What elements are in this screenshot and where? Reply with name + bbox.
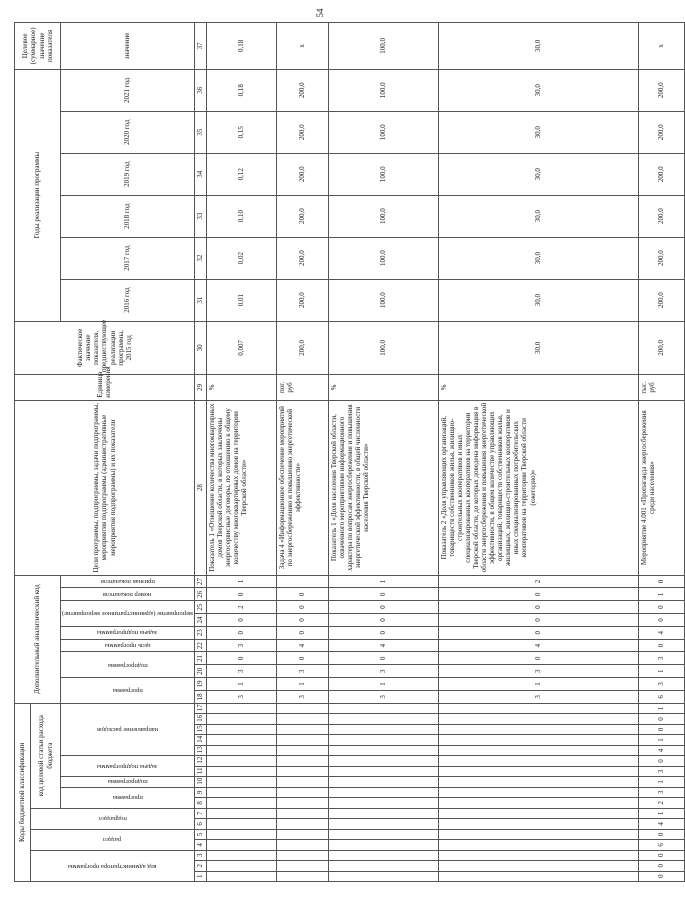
code-digit <box>276 850 328 860</box>
code-digit: 0 <box>206 626 276 639</box>
year-value: 200,0 <box>638 279 684 321</box>
year-value: 200,0 <box>638 111 684 153</box>
year-value: 200,0 <box>638 69 684 111</box>
code-digit: 0 <box>638 861 684 871</box>
table-row <box>276 23 328 882</box>
year-value: 200,0 <box>638 237 684 279</box>
year-value: 30,0 <box>438 237 638 279</box>
indicator-description: Показатель 2 «Доля управляющих организаций, товариществ собственников жилья, жилищно-строительных кооперативов и иных специализированных кооперативов на территории Тверской области, до которых доведена информация в области энергосбережения и повышения энергетической эффективности, в общем количестве управляющих организаций, товариществ собственников жилья, жилищных, жилищно-строительных кооперативов и иных специализированных потребительских кооперативов на территории Тверской области (ежегодно)» <box>438 400 638 575</box>
code-digit: 2 <box>638 798 684 808</box>
column-number: 8 <box>194 798 206 808</box>
table-row <box>438 23 638 882</box>
code-digit: 4 <box>638 819 684 829</box>
code-digit <box>438 819 638 829</box>
code-digit <box>206 735 276 745</box>
code-digit: 0 <box>638 850 684 860</box>
code-digit <box>206 714 276 724</box>
code-digit: 0 <box>638 575 684 588</box>
code-digit <box>276 808 328 818</box>
code-digit: 3 <box>328 665 438 678</box>
code-digit <box>206 766 276 776</box>
code-digit: 1 <box>328 575 438 588</box>
year-value: 0,18 <box>206 69 276 111</box>
code-digit: 3 <box>638 787 684 797</box>
year-value: 30,0 <box>438 69 638 111</box>
column-number: 19 <box>194 678 206 691</box>
task-header: задача подпрограммы <box>61 756 195 777</box>
column-number: 2 <box>194 861 206 871</box>
code-digit: 1 <box>638 665 684 678</box>
code-digit <box>276 840 328 850</box>
year-value: 200,0 <box>638 195 684 237</box>
column-number: 14 <box>194 735 206 745</box>
table-row <box>206 23 276 882</box>
code-digit: 4 <box>438 639 638 652</box>
code-digit: 1 <box>638 588 684 601</box>
table-row <box>638 23 684 882</box>
code-digit <box>276 724 328 734</box>
code-digit <box>276 735 328 745</box>
year-value: 200,0 <box>276 237 328 279</box>
column-number: 31 <box>194 279 206 321</box>
column-number: 26 <box>194 588 206 601</box>
column-number: 7 <box>194 808 206 818</box>
code-digit: 0 <box>276 614 328 627</box>
code-digit: 0 <box>638 714 684 724</box>
column-number: 28 <box>194 400 206 575</box>
indicator-description: Мероприятие 4.001 «Пропаганда энергосбережения среди населения» <box>638 400 684 575</box>
value-column-header: значение <box>61 23 195 70</box>
code-digit: 3 <box>276 665 328 678</box>
target-value: 100,0 <box>328 23 438 70</box>
years-header: Годы реализации программы <box>15 69 61 321</box>
code-digit <box>206 798 276 808</box>
code-digit <box>328 871 438 881</box>
table-body <box>206 23 684 882</box>
code-digit <box>276 798 328 808</box>
analytic-indicator-number-header: номер показателя <box>61 588 195 601</box>
year-value: 100,0 <box>328 153 438 195</box>
unit-cell: % <box>206 375 276 401</box>
code-digit: 1 <box>638 808 684 818</box>
column-number: 21 <box>194 652 206 665</box>
section-header: раздел <box>31 829 195 850</box>
code-digit: 0 <box>276 652 328 665</box>
code-digit: 0 <box>328 652 438 665</box>
year-value: 200,0 <box>276 195 328 237</box>
target-value: 0,18 <box>206 23 276 70</box>
analytic-indicator-sign-header: признак показателя <box>61 575 195 588</box>
analytic-program-header: программа <box>61 678 195 704</box>
year-2017-header: 2017 год <box>61 237 195 279</box>
year-value: 30,0 <box>438 279 638 321</box>
code-digit <box>438 745 638 755</box>
code-digit <box>328 766 438 776</box>
code-digit: 3 <box>638 678 684 691</box>
code-digit <box>328 840 438 850</box>
code-digit: 0 <box>638 724 684 734</box>
code-digit <box>206 808 276 818</box>
code-digit: 2 <box>206 601 276 614</box>
column-number: 18 <box>194 690 206 703</box>
code-digit: 3 <box>206 665 276 678</box>
indicator-description: Показатель 1 «Отношение количества многоквартирных домов Тверской области, в которых заключены энергосервисные договоры, по отношению к общему количеству многоквартирных домов на территории Тверской области» <box>206 400 276 575</box>
column-number: 30 <box>194 321 206 375</box>
admin-code-header: код администратора программы <box>31 850 195 881</box>
subsection-header: подраздел <box>31 808 195 829</box>
code-digit <box>328 724 438 734</box>
year-value: 30,0 <box>438 153 638 195</box>
analytic-event-header: мероприятие (административное мероприятие) <box>61 601 195 627</box>
analytic-subprogram-header: подпрограмма <box>61 652 195 678</box>
analytic-task-header: задача подпрограммы <box>61 626 195 639</box>
code-digit <box>328 829 438 839</box>
code-digit: 3 <box>438 665 638 678</box>
year-value: 30,0 <box>438 111 638 153</box>
code-digit <box>276 703 328 714</box>
code-digit <box>206 724 276 734</box>
column-number: 25 <box>194 601 206 614</box>
unit-cell: % <box>438 375 638 401</box>
code-digit <box>276 777 328 787</box>
fact-value: 0,007 <box>206 321 276 375</box>
fact-column-header: Фактическое значение показателя, предшествующее реализации программы, 2015 год <box>15 321 195 375</box>
code-digit <box>276 714 328 724</box>
code-digit <box>438 777 638 787</box>
code-digit <box>276 871 328 881</box>
column-number: 34 <box>194 153 206 195</box>
code-digit: 0 <box>206 588 276 601</box>
code-digit: 0 <box>276 626 328 639</box>
unit-cell: пог. руб <box>276 375 328 401</box>
code-digit <box>328 714 438 724</box>
code-digit: 1 <box>206 575 276 588</box>
code-digit <box>206 756 276 766</box>
code-digit: 6 <box>638 690 684 703</box>
column-number: 17 <box>194 703 206 714</box>
column-number: 32 <box>194 237 206 279</box>
code-digit <box>328 745 438 755</box>
code-digit: 0 <box>438 652 638 665</box>
code-digit: 0 <box>206 652 276 665</box>
code-digit <box>438 840 638 850</box>
code-digit <box>276 861 328 871</box>
code-digit: 4 <box>276 639 328 652</box>
year-value: 200,0 <box>276 153 328 195</box>
code-digit <box>206 850 276 860</box>
code-digit <box>276 819 328 829</box>
code-digit: 6 <box>638 840 684 850</box>
code-digit <box>206 745 276 755</box>
column-number: 20 <box>194 665 206 678</box>
code-digit: 0 <box>438 601 638 614</box>
code-digit: 3 <box>328 690 438 703</box>
program-header: программа <box>61 787 195 808</box>
program-indicators-table <box>14 22 685 882</box>
year-value: 200,0 <box>276 111 328 153</box>
code-digit: 4 <box>328 639 438 652</box>
code-digit: 0 <box>328 588 438 601</box>
code-digit <box>328 861 438 871</box>
fact-value: 30,0 <box>438 321 638 375</box>
code-digit: 0 <box>438 614 638 627</box>
year-value: 100,0 <box>328 69 438 111</box>
expense-direction-header: направление расходов <box>61 703 195 755</box>
target-value: 30,0 <box>438 23 638 70</box>
code-digit: 3 <box>638 766 684 776</box>
year-value: 200,0 <box>276 69 328 111</box>
year-value: 0,01 <box>206 279 276 321</box>
code-digit <box>438 766 638 776</box>
code-digit: 1 <box>438 678 638 691</box>
unit-cell: тыс. руб <box>638 375 684 401</box>
code-digit: 1 <box>328 678 438 691</box>
code-digit: 0 <box>276 588 328 601</box>
year-2021-header: 2021 год <box>61 69 195 111</box>
year-value: 100,0 <box>328 111 438 153</box>
code-digit <box>438 735 638 745</box>
code-digit: 0 <box>328 626 438 639</box>
code-digit <box>328 850 438 860</box>
code-digit: 0 <box>206 614 276 627</box>
table-row <box>328 23 438 882</box>
column-number: 35 <box>194 111 206 153</box>
landscape-sheet <box>14 22 666 882</box>
code-digit <box>328 798 438 808</box>
code-digit <box>206 819 276 829</box>
code-digit <box>438 861 638 871</box>
column-number: 5 <box>194 829 206 839</box>
budget-class-header: Коды бюджетной классификации <box>15 703 31 881</box>
column-number: 4 <box>194 840 206 850</box>
year-value: 100,0 <box>328 279 438 321</box>
code-digit: 0 <box>638 601 684 614</box>
code-digit: 1 <box>638 703 684 714</box>
code-digit: 3 <box>276 690 328 703</box>
code-digit: 0 <box>638 829 684 839</box>
code-digit <box>206 829 276 839</box>
code-digit <box>438 703 638 714</box>
code-digit <box>438 871 638 881</box>
column-number: 12 <box>194 756 206 766</box>
target-value: x <box>276 23 328 70</box>
column-number: 13 <box>194 745 206 755</box>
code-digit: 3 <box>206 690 276 703</box>
code-digit <box>328 777 438 787</box>
fact-value: 200,0 <box>276 321 328 375</box>
column-number: 33 <box>194 195 206 237</box>
fact-value: 200,0 <box>638 321 684 375</box>
code-digit <box>206 703 276 714</box>
year-value: 30,0 <box>438 195 638 237</box>
page-number: 54 <box>315 8 325 18</box>
year-value: 200,0 <box>276 279 328 321</box>
code-digit: 0 <box>638 639 684 652</box>
code-digit <box>438 798 638 808</box>
code-digit <box>276 766 328 776</box>
code-digit <box>438 808 638 818</box>
code-digit: 0 <box>328 614 438 627</box>
unit-column-header: Единица измерения <box>15 375 195 401</box>
column-number: 3 <box>194 850 206 860</box>
code-digit: 0 <box>276 601 328 614</box>
code-digit: 3 <box>638 652 684 665</box>
column-numbers-row <box>194 23 206 882</box>
subprogram-header: подпрограмма <box>61 777 195 787</box>
code-digit <box>328 808 438 818</box>
code-digit <box>328 756 438 766</box>
code-digit: 4 <box>638 745 684 755</box>
code-digit <box>438 724 638 734</box>
code-digit <box>328 819 438 829</box>
column-number: 15 <box>194 724 206 734</box>
target-value: x <box>638 23 684 70</box>
code-digit <box>438 756 638 766</box>
column-number: 11 <box>194 766 206 776</box>
code-digit: 0 <box>328 601 438 614</box>
code-digit: 1 <box>638 777 684 787</box>
target-column-header: Целевое (суммарное) значение показателя <box>15 23 61 70</box>
code-digit <box>438 714 638 724</box>
code-digit: 0 <box>438 626 638 639</box>
analytic-code-header: Дополнительный аналитический код <box>15 575 61 703</box>
year-value: 100,0 <box>328 195 438 237</box>
code-digit <box>328 703 438 714</box>
column-number: 22 <box>194 639 206 652</box>
year-value: 100,0 <box>328 237 438 279</box>
year-2019-header: 2019 год <box>61 153 195 195</box>
column-number: 9 <box>194 787 206 797</box>
column-number: 27 <box>194 575 206 588</box>
column-number: 36 <box>194 69 206 111</box>
code-digit <box>438 787 638 797</box>
code-digit <box>276 787 328 797</box>
code-digit <box>276 829 328 839</box>
year-value: 0,12 <box>206 153 276 195</box>
indicator-description: Задача 4 «Информационное обеспечение мероприятий по энергосбережению и повышению энергетической эффективности» <box>276 400 328 575</box>
code-digit: 0 <box>638 614 684 627</box>
code-digit <box>276 756 328 766</box>
year-2016-header: 2016 год <box>61 279 195 321</box>
code-digit: 2 <box>438 575 638 588</box>
code-digit: 3 <box>206 639 276 652</box>
analytic-goal-header: цель программы <box>61 639 195 652</box>
year-2020-header: 2020 год <box>61 111 195 153</box>
column-number: 6 <box>194 819 206 829</box>
year-value: 0,15 <box>206 111 276 153</box>
column-number: 29 <box>194 375 206 401</box>
code-digit: 0 <box>638 871 684 881</box>
year-value: 0,10 <box>206 195 276 237</box>
code-digit: 1 <box>276 678 328 691</box>
column-number: 1 <box>194 871 206 881</box>
column-number: 24 <box>194 614 206 627</box>
year-value: 200,0 <box>638 153 684 195</box>
code-digit <box>206 840 276 850</box>
code-digit <box>328 787 438 797</box>
code-digit <box>328 735 438 745</box>
year-value: 0,02 <box>206 237 276 279</box>
code-digit <box>276 575 328 588</box>
code-digit: 0 <box>638 756 684 766</box>
column-number: 37 <box>194 23 206 70</box>
target-code-header: код целевой статьи расхода бюджета <box>31 703 61 808</box>
column-number: 23 <box>194 626 206 639</box>
code-digit <box>438 850 638 860</box>
year-2018-header: 2018 год <box>61 195 195 237</box>
code-digit <box>206 861 276 871</box>
code-digit <box>206 871 276 881</box>
unit-cell: % <box>328 375 438 401</box>
fact-value: 100,0 <box>328 321 438 375</box>
code-digit <box>206 777 276 787</box>
code-digit: 0 <box>438 588 638 601</box>
column-number: 16 <box>194 714 206 724</box>
code-digit <box>276 745 328 755</box>
code-digit <box>438 829 638 839</box>
code-digit: 3 <box>438 690 638 703</box>
code-digit: 4 <box>638 626 684 639</box>
code-digit: 1 <box>638 735 684 745</box>
code-digit: 1 <box>206 678 276 691</box>
indicator-description: Показатель 1 «Доля населения Тверской области, охваченного мероприятиями информационного характера по вопросам энергосбережения и повышения энергетической эффективности, в общей численности населения Тверской области» <box>328 400 438 575</box>
column-number: 10 <box>194 777 206 787</box>
goal-column-header: Цели программы, подпрограммы, задачи подпрограммы, мероприятия подпрограммы (административные мероприятия подпрограммы) и их показатели <box>15 400 195 575</box>
code-digit <box>206 787 276 797</box>
